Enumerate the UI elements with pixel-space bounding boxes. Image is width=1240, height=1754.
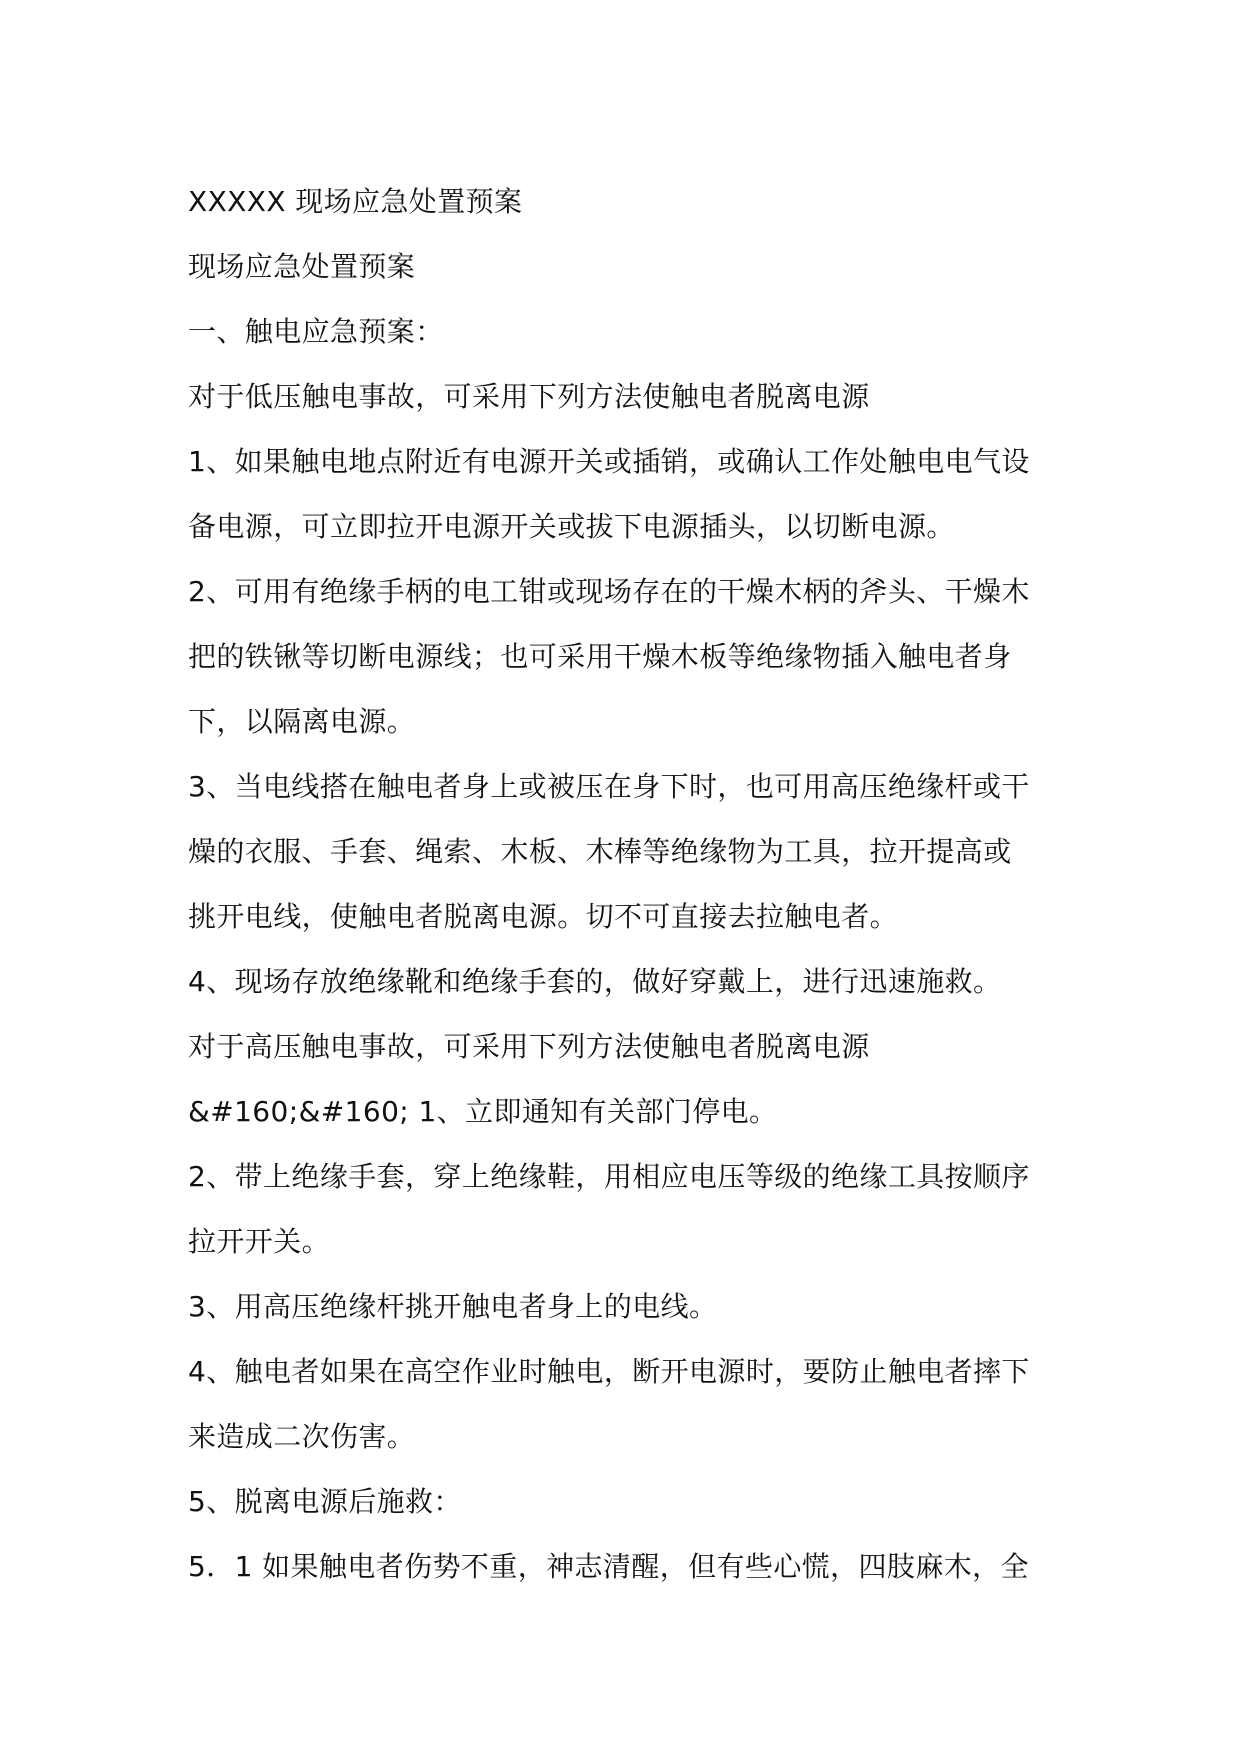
paragraph-line: 3、当电线搭在触电者身上或被压在身下时，也可用高压绝缘杆或干 [188, 770, 1030, 803]
paragraph-line: 4、触电者如果在高空作业时触电，断开电源时，要防止触电者摔下 [188, 1355, 1030, 1388]
document-title: XXXXX 现场应急处置预案 [188, 185, 523, 218]
paragraph-line: 2、可用有绝缘手柄的电工钳或现场存在的干燥木柄的斧头、干燥木 [188, 575, 1030, 608]
document-subtitle: 现场应急处置预案 [188, 250, 416, 283]
paragraph-line: 把的铁锹等切断电源线；也可采用干燥木板等绝缘物插入触电者身 [188, 640, 1012, 673]
paragraph-line: 来造成二次伤害。 [188, 1420, 416, 1453]
paragraph-line: &#160;&#160; 1、立即通知有关部门停电。 [188, 1095, 778, 1128]
paragraph-line: 燥的衣服、手套、绳索、木板、木棒等绝缘物为工具，拉开提高或 [188, 835, 1012, 868]
paragraph-line: 拉开开关。 [188, 1225, 331, 1258]
paragraph-line: 挑开电线，使触电者脱离电源。切不可直接去拉触电者。 [188, 900, 899, 933]
paragraph-line: 3、用高压绝缘杆挑开触电者身上的电线。 [188, 1290, 718, 1323]
paragraph-line: 对于低压触电事故，可采用下列方法使触电者脱离电源 [188, 380, 870, 413]
paragraph-line: 下，以隔离电源。 [188, 705, 416, 738]
paragraph-line: 4、现场存放绝缘靴和绝缘手套的，做好穿戴上，进行迅速施救。 [188, 965, 1002, 998]
paragraph-line: 1、如果触电地点附近有电源开关或插销，或确认工作处触电电气设 [188, 445, 1030, 478]
paragraph-line: 5、脱离电源后施救： [188, 1485, 462, 1518]
paragraph-line: 5．1 如果触电者伤势不重，神志清醒，但有些心慌，四肢麻木，全 [188, 1550, 1029, 1583]
paragraph-line: 2、带上绝缘手套，穿上绝缘鞋，用相应电压等级的绝缘工具按顺序 [188, 1160, 1030, 1193]
document-body [188, 169, 1068, 1599]
paragraph-line: 备电源，可立即拉开电源开关或拔下电源插头，以切断电源。 [188, 510, 955, 543]
section-heading: 一、触电应急预案： [188, 315, 444, 348]
paragraph-line: 对于高压触电事故，可采用下列方法使触电者脱离电源 [188, 1030, 870, 1063]
